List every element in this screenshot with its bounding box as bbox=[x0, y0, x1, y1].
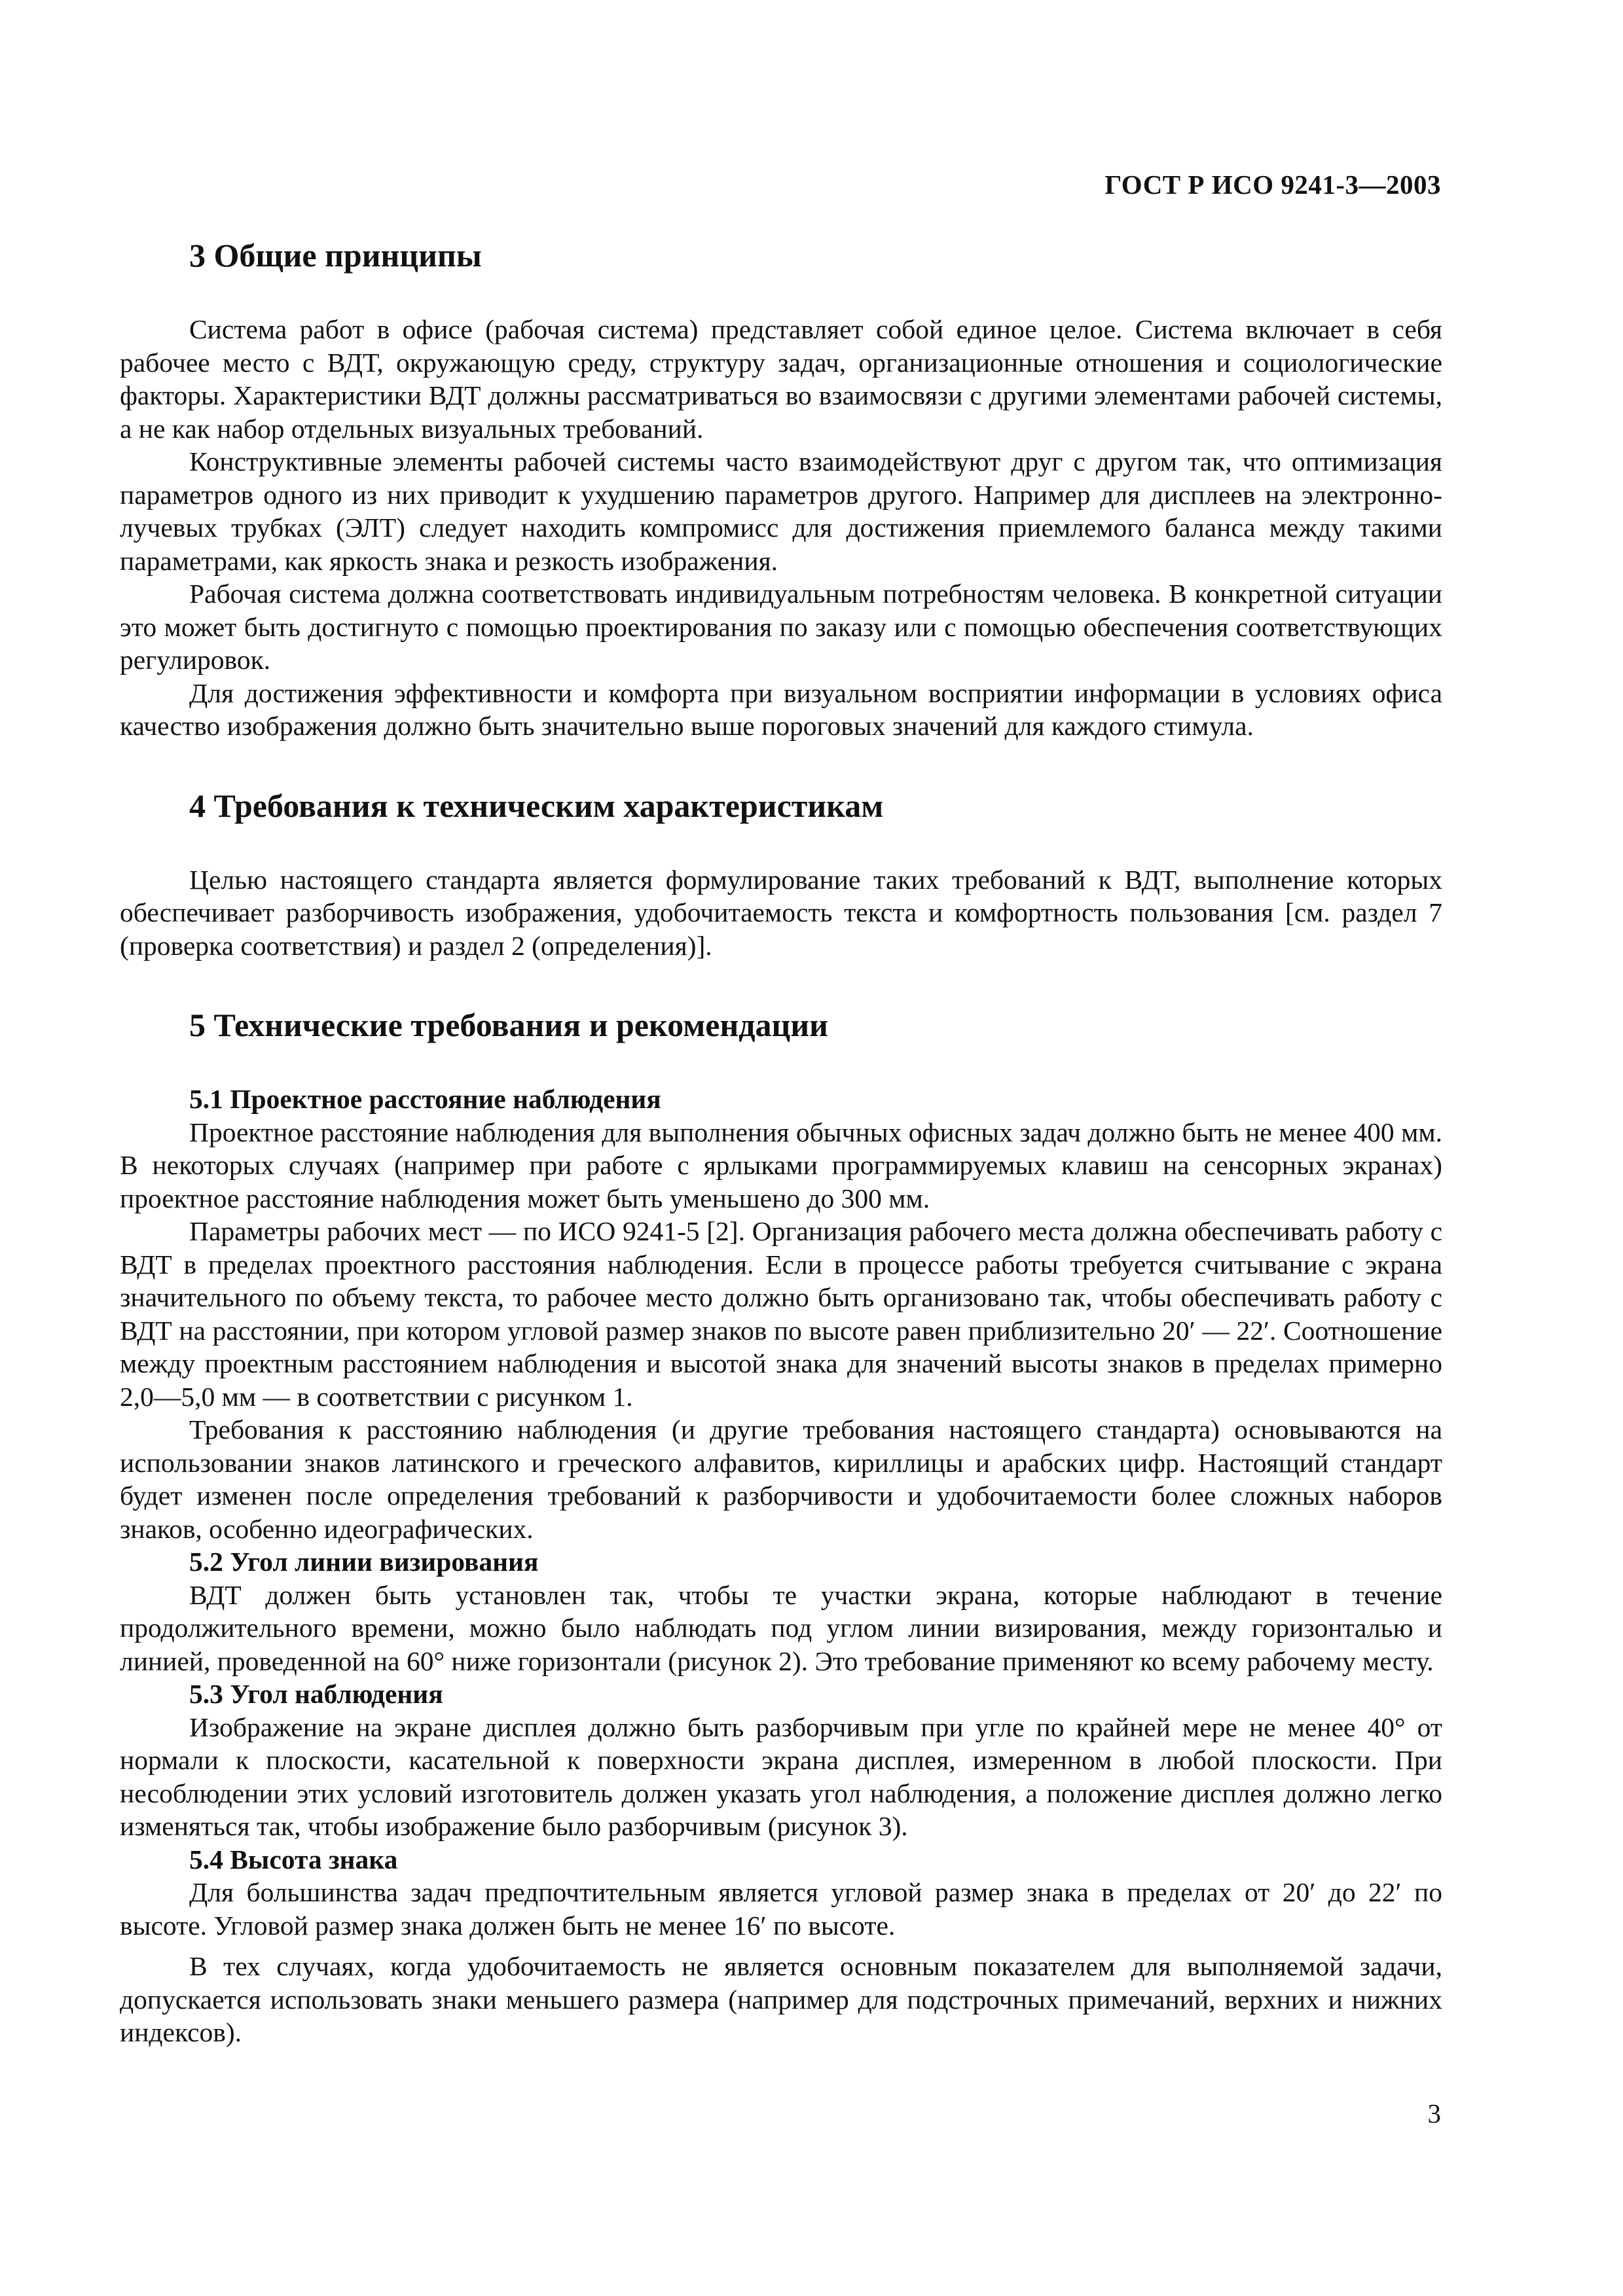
page-content bbox=[120, 236, 1442, 2092]
section-heading: 3 Общие принципы bbox=[189, 237, 482, 274]
paragraph: Система работ в офисе (рабочая система) представляет собой единое целое. Система включает в себя рабочее место с ВДТ, окружающую среду, структуру задач, организационные отношения и социологические факторы. Характеристики ВДТ должны рассматриваться во взаимосвязи с другими элементами рабочей системы, а не как набор отдельных визуальных требований. bbox=[120, 314, 1442, 444]
subsection-heading: 5.2 Угол линии визирования bbox=[189, 1547, 539, 1577]
paragraph: Для большинства задач предпочтительным является угловой размер знака в пределах от 20′ до 22′ по высоте. Угловой размер знака должен быть не менее 16′ по высоте. bbox=[120, 1877, 1442, 1941]
subsection-5-2 bbox=[120, 1545, 1442, 1677]
section-3 bbox=[120, 236, 1442, 743]
section-5 bbox=[120, 1005, 1442, 2049]
paragraph: Конструктивные элементы рабочей системы часто взаимодействуют друг с другом так, что оптимизация параметров одного из них приводит к ухудшению параметров другого. Например для дисплеев на электронно-лучевых трубках (ЭЛТ) следует находить компромисс для достижения приемлемого баланса между такими параметрами, как яркость знака и резкость изображения. bbox=[120, 446, 1442, 576]
paragraph: Рабочая система должна соответствовать индивидуальным потребностям человека. В конкретной ситуации это может быть достигнуто с помощью проектирования по заказу или с помощью обеспечения соответствующих регулировок. bbox=[120, 579, 1442, 675]
section-heading: 5 Технические требования и рекомендации bbox=[189, 1007, 828, 1043]
page-number: 3 bbox=[1427, 2098, 1441, 2128]
section-heading: 4 Требования к техническим характеристикам bbox=[189, 787, 884, 824]
paragraph: Целью настоящего стандарта является формулирование таких требований к ВДТ, выполнение которых обеспечивает разборчивость изображения, удобочитаемость текста и комфортность пользования [см. раздел 7 (проверка соответствия) и раздел 2 (определения)]. bbox=[120, 864, 1442, 961]
subsection-5-3 bbox=[120, 1677, 1442, 1843]
subsection-5-1 bbox=[120, 1083, 1442, 1545]
subsection-5-4 bbox=[120, 1843, 1442, 2049]
subsection-heading: 5.4 Высота знака bbox=[189, 1844, 398, 1874]
paragraph: Для достижения эффективности и комфорта при визуальном восприятии информации в условиях офиса качество изображения должно быть значительно выше пороговых значений для каждого стимула. bbox=[120, 677, 1442, 741]
subsection-heading: 5.3 Угол наблюдения bbox=[189, 1679, 443, 1709]
subsection-heading: 5.1 Проектное расстояние наблюдения bbox=[189, 1084, 661, 1114]
paragraph: Изображение на экране дисплея должно быть разборчивым при угле по крайней мере не менее 40° от нормали к плоскости, касательной к поверхности экрана дисплея, измеренном в любой плоскости. При несоблюдении этих условий изготовитель должен указать угол наблюдения, а положение дисплея должно легко изменяться так, чтобы изображение было разборчивым (рисунок 3). bbox=[120, 1712, 1442, 1841]
paragraph: ВДТ должен быть установлен так, чтобы те участки экрана, которые наблюдают в течение продолжительного времени, можно было наблюдать под углом линии визирования, между горизонталью и линией, проведенной на 60° ниже горизонтали (рисунок 2). Это требование применяют ко всему рабочему месту. bbox=[120, 1579, 1442, 1676]
paragraph: Параметры рабочих мест — по ИСО 9241-5 [2]. Организация рабочего места должна обеспечивать работу с ВДТ в пределах проектного расстояния наблюдения. Если в процессе работы требуется считывание с экрана значительного по объему текста, то рабочее место должно быть организовано так, чтобы обеспечивать работу с ВДТ на расстоянии, при котором угловой размер знаков по высоте равен приблизительно 20′ — 22′. Соотношение между проектным расстоянием наблюдения и высотой знака для значений высоты знаков в пределах примерно 2,0—5,0 мм — в соответствии с рисунком 1. bbox=[120, 1216, 1442, 1412]
paragraph: В тех случаях, когда удобочитаемость не является основным показателем для выполняемой задачи, допускается использовать знаки меньшего размера (например для подстрочных примечаний, верхних и нижних индексов). bbox=[120, 1951, 1442, 2047]
paragraph: Проектное расстояние наблюдения для выполнения обычных офисных задач должно быть не менее 400 мм. В некоторых случаях (например при работе с ярлыками программируемых клавиш на сенсорных экранах) проектное расстояние наблюдения может быть уменьшено до 300 мм. bbox=[120, 1117, 1442, 1213]
paragraph: Требования к расстоянию наблюдения (и другие требования настоящего стандарта) основываются на использовании знаков латинского и греческого алфавитов, кириллицы и арабских цифр. Настоящий стандарт будет изменен после определения требований к разборчивости и удобочитаемости более сложных наборов знаков, особенно идеографических. bbox=[120, 1414, 1442, 1544]
spacer bbox=[120, 1942, 1442, 1950]
section-4 bbox=[120, 786, 1442, 963]
document-id-header: ГОСТ Р ИСО 9241-3—2003 bbox=[1104, 170, 1441, 200]
